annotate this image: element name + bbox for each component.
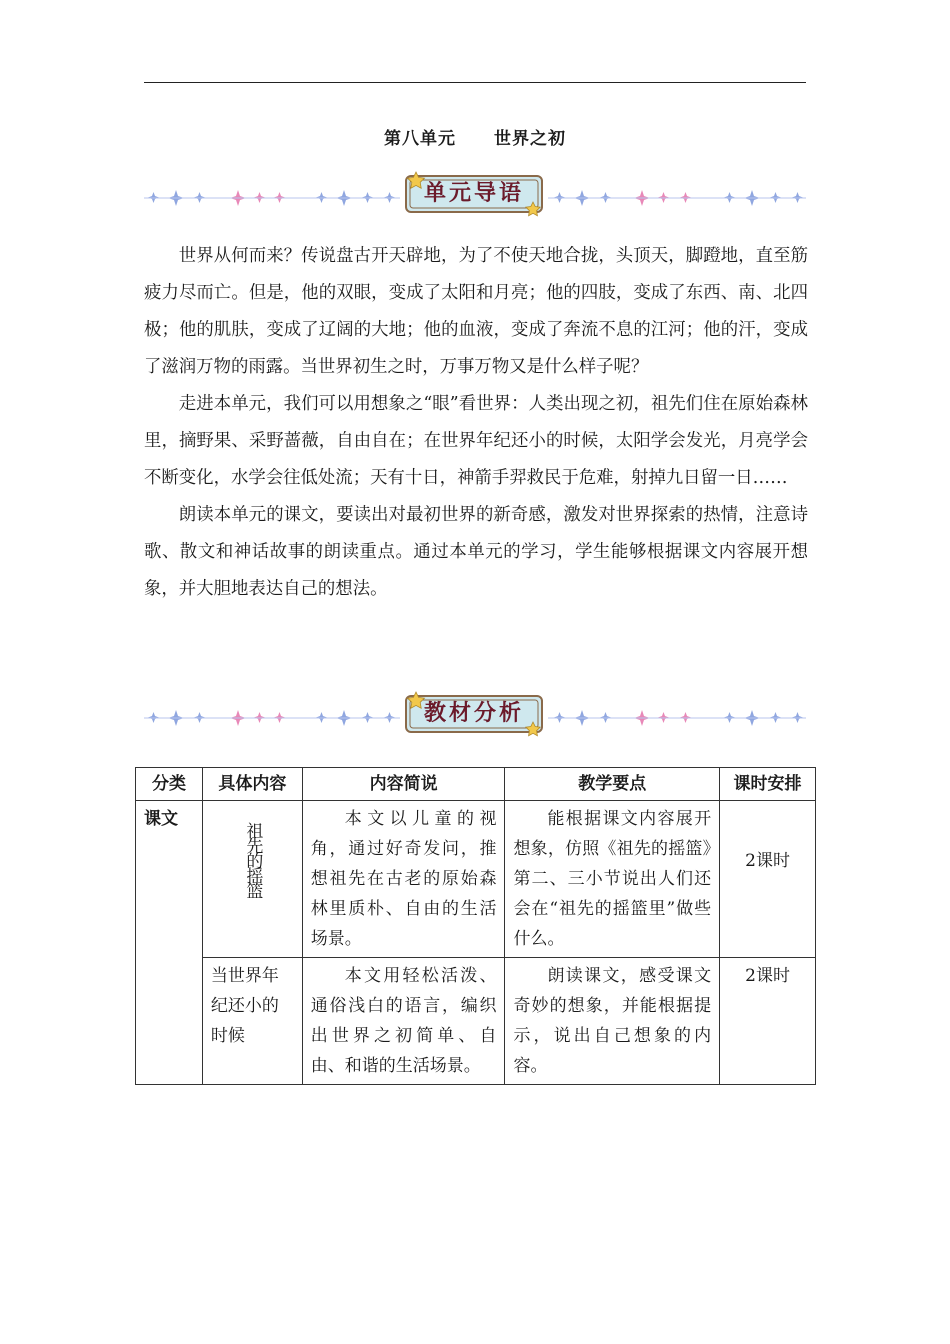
- table-header-row: [136, 768, 816, 801]
- table-row: [136, 958, 816, 1085]
- table-row: [136, 801, 816, 958]
- intro-paragraph: 朗读本单元的课文，要读出对最初世界的新奇感，激发对世界探索的热情，注意诗歌、散文和神话故事的朗读重点。通过本单元的学习，学生能够根据课文内容展开想象，并大胆地表达自己的想法。: [144, 505, 808, 599]
- header-category: 分类: [136, 768, 203, 801]
- header-hours: 课时安排: [720, 768, 816, 801]
- points-cell: 朗读课文，感受课文奇妙的想象，并能根据提示，说出自己想象的内容。: [505, 958, 720, 1085]
- analysis-table: [135, 767, 816, 1085]
- summary-cell: 本文用轻松活泼、通俗浅白的语言，编织出世界之初简单、自由、和谐的生活场景。: [302, 958, 505, 1085]
- header-summary: 内容简说: [302, 768, 505, 801]
- intro-banner: [144, 170, 806, 218]
- intro-paragraph: 世界从何而来？传说盘古开天辟地，为了不使天地合拢，头顶天，脚蹬地，直至筋疲力尽而亡。但是，他的双眼，变成了太阳和月亮；他的四肢，变成了东西、南、北四极；他的肌肤，变成了辽阔的大地；他的血液，变成了奔流不息的江河；他的汗，变成了滋润万物的雨露。当世界初生之时，万事万物又是什么样子呢？: [144, 246, 808, 377]
- intro-paragraph: 走进本单元，我们可以用想象之“眼”看世界：人类出现之初，祖先们住在原始森林里，摘野果、采野蔷薇，自由自在；在世界年纪还小的时候，太阳学会发光，月亮学会不断变化，水学会往低处流；天有十日，神箭手羿救民于危难，射掉九日留一日……: [144, 394, 808, 488]
- hours-cell: 2课时: [720, 801, 816, 958]
- unit-name: 世界之初: [494, 129, 566, 149]
- intro-banner-label: 单元导语: [423, 180, 524, 206]
- hours-cell: 2课时: [720, 958, 816, 1085]
- unit-number: 第八单元: [384, 129, 456, 149]
- header-points: 教学要点: [505, 768, 720, 801]
- summary-cell: 本文以儿童的视角，通过好奇发问，推想祖先在古老的原始森林里质朴、自由的生活场景。: [302, 801, 505, 958]
- analysis-banner: [144, 690, 806, 738]
- analysis-banner-label: 教材分析: [423, 700, 524, 726]
- intro-text: [144, 238, 808, 608]
- lesson-title-cell: [202, 801, 302, 958]
- page-title: [0, 124, 950, 149]
- category-cell: 课文: [136, 801, 203, 1085]
- lesson-title-cell: 当世界年纪还小的时候: [202, 958, 302, 1085]
- header-rule: [144, 82, 806, 83]
- points-cell: 能根据课文内容展开想象，仿照《祖先的摇篮》第二、三小节说出人们还会在“祖先的摇篮里”做些什么。: [505, 801, 720, 958]
- lesson-title: 祖先的摇篮: [242, 822, 263, 897]
- header-content: 具体内容: [202, 768, 302, 801]
